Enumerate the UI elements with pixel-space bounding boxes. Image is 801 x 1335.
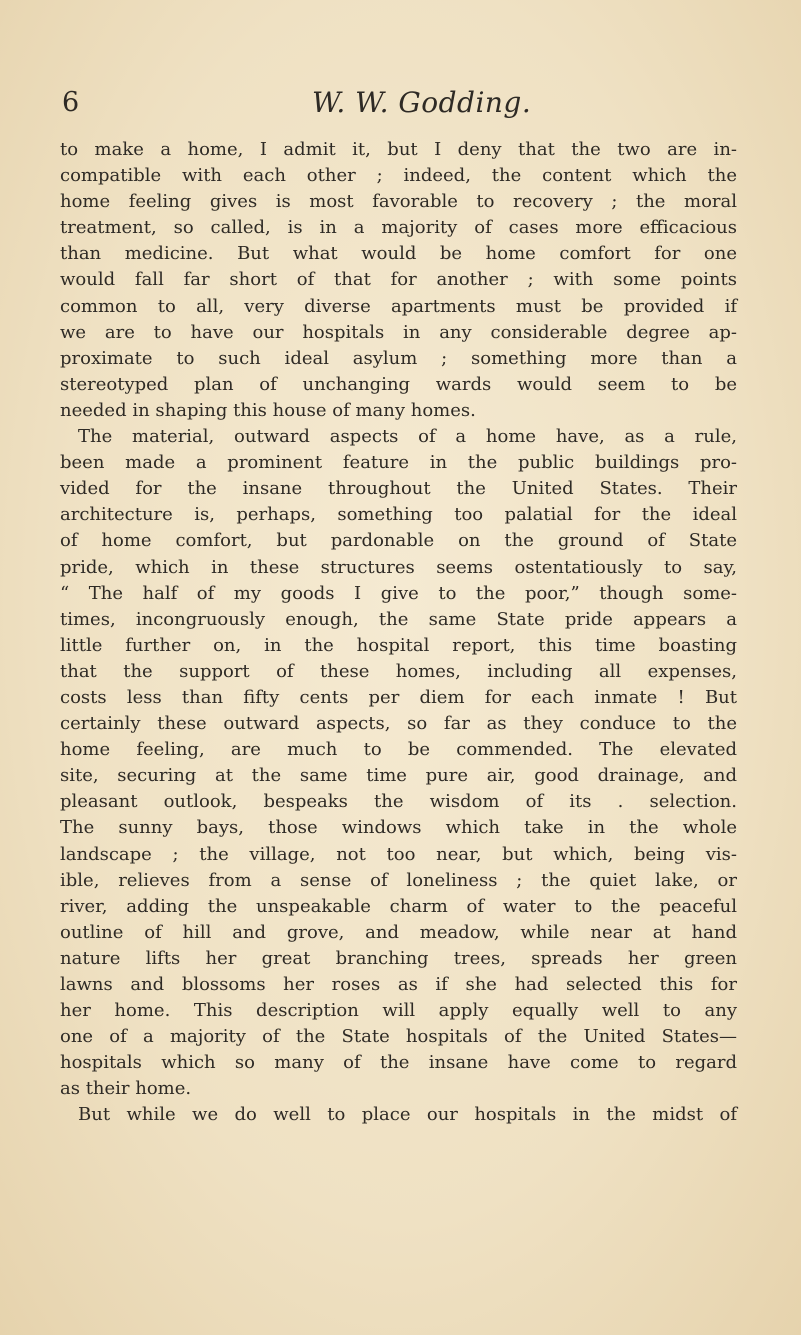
text-line: pleasant outlook, bespeaks the wisdom of its . selection. [60,791,737,813]
text-line: costs less than fifty cents per diem for each inmate ! But [60,686,737,708]
text-line: compatible with each other ; indeed, the content which the [60,165,737,187]
text-line: times, incongruously enough, the same State pride appears a [60,608,737,630]
text-line: hospitals which so many of the insane have come to regard [60,1052,737,1074]
text-line: “ The half of my goods I give to the poor,” though some- [60,582,737,604]
text-line: ible, relieves from a sense of loneliness ; the quiet lake, or [60,869,737,891]
text-line: than medicine. But what would be home comfort for one [60,243,737,265]
text-line: proximate to such ideal asylum ; something more than a [60,347,737,369]
running-head: W. W. Godding. [312,86,532,119]
text-line: But while we do well to place our hospitals in the midst of [78,1104,737,1126]
text-line: certainly these outward aspects, so far as they conduce to the [60,713,737,735]
text-line: landscape ; the village, not too near, but which, being vis- [60,843,737,865]
text-line: that the support of these homes, including all expenses, [60,660,737,682]
text-line: to make a home, I admit it, but I deny that the two are in- [60,139,737,160]
text-line: stereotyped plan of unchanging wards would seem to be [60,373,737,395]
text-line: The material, outward aspects of a home have, as a rule, [78,426,737,448]
text-line: river, adding the unspeakable charm of water to the peaceful [60,895,737,917]
text-line: lawns and blossoms her roses as if she had selected this for [60,974,737,995]
text-line: home feeling, are much to be commended. The elevated [60,739,737,761]
body-text [60,137,737,1129]
text-line: as their home. [60,1078,192,1100]
text-line: outline of hill and grove, and meadow, while near at hand [60,921,737,943]
text-line: site, securing at the same time pure air, good drainage, and [60,765,737,787]
text-line: been made a prominent feature in the public buildings pro- [60,452,737,474]
text-line: one of a majority of the State hospitals of the United States— [60,1026,737,1048]
text-line: would fall far short of that for another ; with some points [60,269,737,291]
page-number: 6 [62,87,80,118]
text-line: The sunny bays, those windows which take in the whole [60,817,737,839]
text-line: of home comfort, but pardonable on the ground of State [60,530,737,552]
text-line: common to all, very diverse apartments must be provided if [60,295,737,317]
text-line: nature lifts her great branching trees, spreads her green [60,947,737,969]
text-line: treatment, so called, is in a majority of cases more efficacious [60,217,737,239]
text-line: we are to have our hospitals in any considerable degree ap- [60,321,737,343]
text-line: architecture is, perhaps, something too palatial for the ideal [60,504,737,526]
text-line: needed in shaping this house of many homes. [60,399,476,421]
text-line: her home. This description will apply equally well to any [60,1000,737,1022]
text-line: vided for the insane throughout the United States. Their [60,478,737,500]
text-line: pride, which in these structures seems ostentatiously to say, [60,556,737,578]
text-line: home feeling gives is most favorable to recovery ; the moral [60,191,737,213]
text-line: little further on, in the hospital report, this time boasting [60,634,737,656]
